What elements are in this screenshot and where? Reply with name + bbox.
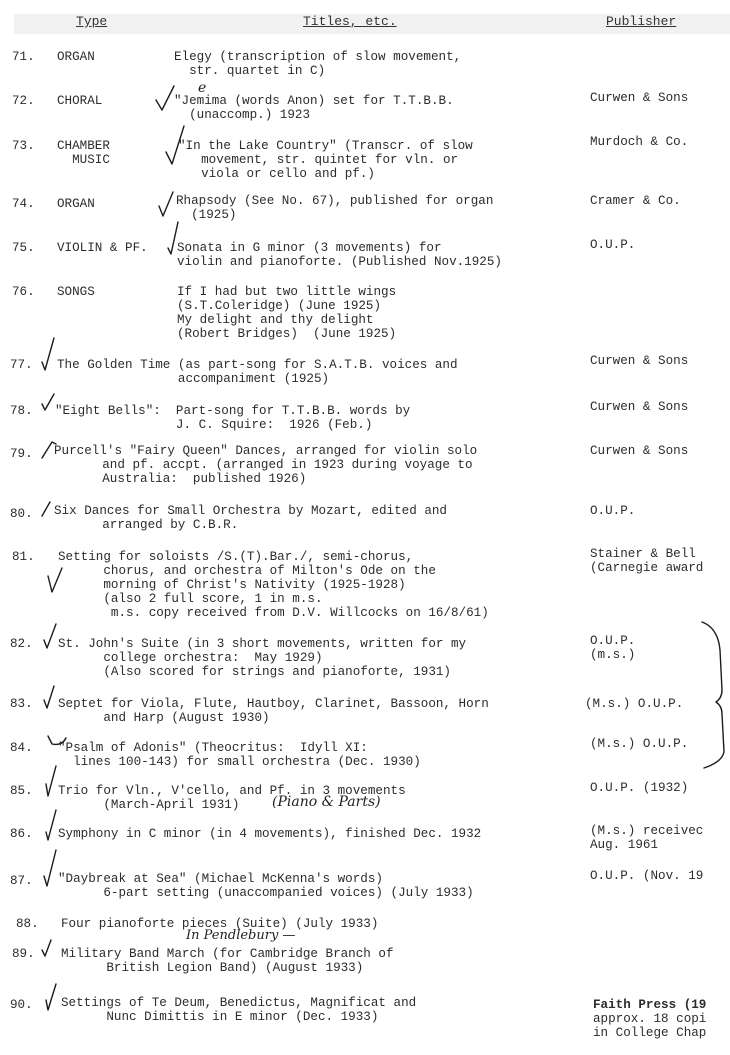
entry-title-line: morning of Christ's Nativity (1925-1928) — [58, 578, 406, 592]
entry-title-line: "In the Lake Country" (Transcr. of slow — [178, 139, 473, 153]
entry-type: CHORAL — [57, 94, 103, 108]
entry-number: 87. — [10, 874, 33, 888]
handwritten-note: In Pendlebury — — [186, 928, 296, 943]
entry-title-line: and pf. accpt. (arranged in 1923 during voyage to — [72, 458, 473, 472]
entry-publisher: (Carnegie award — [590, 561, 704, 575]
entry-number: 86. — [10, 827, 33, 841]
handwritten-correction: e — [198, 80, 207, 96]
entry-type: MUSIC — [57, 153, 110, 167]
entry-type: VIOLIN & PF. — [57, 241, 148, 255]
entry-title-line: Six Dances for Small Orchestra by Mozart, edited and — [54, 504, 447, 518]
entry-title-line: str. quartet in C) — [174, 64, 326, 78]
entry-type: ORGAN — [57, 50, 95, 64]
checkmark-icon — [44, 982, 60, 1012]
entry-publisher: Curwen & Sons — [590, 400, 689, 414]
curly-bracket-annotation — [700, 620, 730, 770]
entry-publisher: Curwen & Sons — [590, 91, 689, 105]
entry-title-line: college orchestra: May 1929) — [58, 651, 323, 665]
checkmark-icon — [42, 684, 58, 710]
entry-publisher: O.U.P. — [590, 634, 636, 648]
entry-title-line: violin and pianoforte. (Published Nov.1925) — [177, 255, 502, 269]
entry-publisher: (M.s.) receivec — [590, 824, 704, 838]
entry-title-line: (also 2 full score, 1 in m.s. — [58, 592, 323, 606]
entry-number: 89. — [12, 947, 35, 961]
entry-number: 84. — [10, 741, 33, 755]
entry-number: 90. — [10, 998, 33, 1012]
entry-publisher: O.U.P. (Nov. 19 — [590, 869, 704, 883]
entry-publisher: Stainer & Bell — [590, 547, 696, 561]
entry-number: 77. — [10, 358, 33, 372]
entry-publisher: approx. 18 copi — [593, 1012, 707, 1026]
entry-title-line: chorus, and orchestra of Milton's Ode on the — [58, 564, 436, 578]
entry-title-line: Purcell's "Fairy Queen" Dances, arranged for violin solo — [54, 444, 478, 458]
entry-publisher: (m.s.) — [590, 648, 636, 662]
entry-number: 73. — [12, 139, 35, 153]
entry-title-line: British Legion Band) (August 1933) — [61, 961, 364, 975]
entry-publisher: Aug. 1961 — [590, 838, 659, 852]
entry-title-line: Sonata in G minor (3 movements) for — [177, 241, 442, 255]
entry-title-line: (March-April 1931) — [58, 798, 240, 812]
entry-title-line: accompaniment (1925) — [57, 372, 330, 386]
entry-title-line: and Harp (August 1930) — [58, 711, 270, 725]
entry-title-line: Elegy (transcription of slow movement, — [174, 50, 462, 64]
entry-number: 85. — [10, 784, 33, 798]
entry-publisher: Murdoch & Co. — [590, 135, 689, 149]
entry-number: 74. — [12, 197, 35, 211]
entry-title-line: "Eight Bells": Part-song for T.T.B.B. words by — [55, 404, 411, 418]
entry-publisher: (M.s.) O.U.P. — [590, 737, 689, 751]
entry-title-line: "Jemima (words Anon) set for T.T.B.B. — [174, 94, 454, 108]
entry-type: ORGAN — [57, 197, 95, 211]
entry-title-line: "Daybreak at Sea" (Michael McKenna's words) — [58, 872, 383, 886]
entry-number: 76. — [12, 285, 35, 299]
entry-publisher: O.U.P. (1932) — [590, 781, 689, 795]
entry-publisher: in College Chap — [593, 1026, 707, 1040]
entry-number: 88. — [16, 917, 39, 931]
entry-title-line: The Golden Time (as part-song for S.A.T.B. voices and — [57, 358, 458, 372]
entry-title-line: (unaccomp.) 1923 — [174, 108, 311, 122]
entry-publisher: Curwen & Sons — [590, 354, 689, 368]
checkmark-icon — [40, 500, 54, 520]
entry-number: 71. — [12, 50, 35, 64]
entry-publisher: Curwen & Sons — [590, 444, 689, 458]
entry-title-line: (Also scored for strings and pianoforte, 1931) — [58, 665, 451, 679]
entry-number: 72. — [12, 94, 35, 108]
entry-title-line: (Robert Bridges) (June 1925) — [177, 327, 397, 341]
entry-title-line: Nunc Dimittis in E minor (Dec. 1933) — [61, 1010, 379, 1024]
entry-number: 78. — [10, 404, 33, 418]
header-titles: Titles, etc. — [303, 14, 397, 29]
entry-title-line: J. C. Squire: 1926 (Feb.) — [55, 418, 373, 432]
entry-number: 75. — [12, 241, 35, 255]
entry-title-line: Rhapsody (See No. 67), published for organ — [176, 194, 494, 208]
header-publisher: Publisher — [606, 14, 677, 29]
entry-title-line: m.s. copy received from D.V. Willcocks on 16/8/61) — [58, 606, 489, 620]
entry-publisher: (M.s.) O.U.P. — [585, 697, 684, 711]
entry-number: 82. — [10, 637, 33, 651]
entry-type: SONGS — [57, 285, 95, 299]
entry-publisher: Cramer & Co. — [590, 194, 681, 208]
entry-title-line: Symphony in C minor (in 4 movements), finished Dec. 1932 — [58, 827, 482, 841]
checkmark-icon — [157, 190, 177, 220]
entry-title-line: "Psalm of Adonis" (Theocritus: Idyll XI: — [58, 741, 368, 755]
entry-title-line: viola or cello and pf.) — [186, 167, 375, 181]
entry-title-line: lines 100-143) for small orchestra (Dec. 1930) — [58, 755, 421, 769]
entry-title-line: My delight and thy delight — [177, 313, 374, 327]
entry-title-line: Military Band March (for Cambridge Branch of — [61, 947, 394, 961]
entry-title-line: Australia: published 1926) — [72, 472, 307, 486]
entry-title-line: Four pianoforte pieces (Suite) (July 1933) — [61, 917, 379, 931]
entry-number: 80. — [10, 507, 33, 521]
entry-type: CHAMBER — [57, 139, 110, 153]
entry-publisher: Faith Press (19 — [593, 998, 707, 1012]
entry-title-line: 6-part setting (unaccompanied voices) (July 1933) — [58, 886, 474, 900]
checkmark-icon — [40, 938, 54, 958]
entry-publisher: O.U.P. — [590, 238, 636, 252]
entry-number: 79. — [10, 447, 33, 461]
entry-publisher: O.U.P. — [590, 504, 636, 518]
entry-number: 81. — [12, 550, 35, 564]
entry-title-line: Septet for Viola, Flute, Hautboy, Clarinet, Bassoon, Horn — [58, 697, 489, 711]
entry-title-line: Trio for Vln., V'cello, and Pf. in 3 movements — [58, 784, 406, 798]
header-type: Type — [76, 14, 108, 29]
entry-title-line: St. John's Suite (in 3 short movements, written for my — [58, 637, 467, 651]
entry-title-line: movement, str. quintet for vln. or — [186, 153, 459, 167]
entry-title-line: (1925) — [176, 208, 237, 222]
entry-number: 83. — [10, 697, 33, 711]
entry-title-line: (S.T.Coleridge) (June 1925) — [177, 299, 382, 313]
handwritten-note: (Piano & Parts) — [272, 794, 381, 810]
entry-title-line: arranged by C.B.R. — [72, 518, 239, 532]
entry-title-line: Settings of Te Deum, Benedictus, Magnificat and — [61, 996, 417, 1010]
entry-title-line: Setting for soloists /S.(T).Bar./, semi-chorus, — [58, 550, 414, 564]
entry-title-line: If I had but two little wings — [177, 285, 397, 299]
